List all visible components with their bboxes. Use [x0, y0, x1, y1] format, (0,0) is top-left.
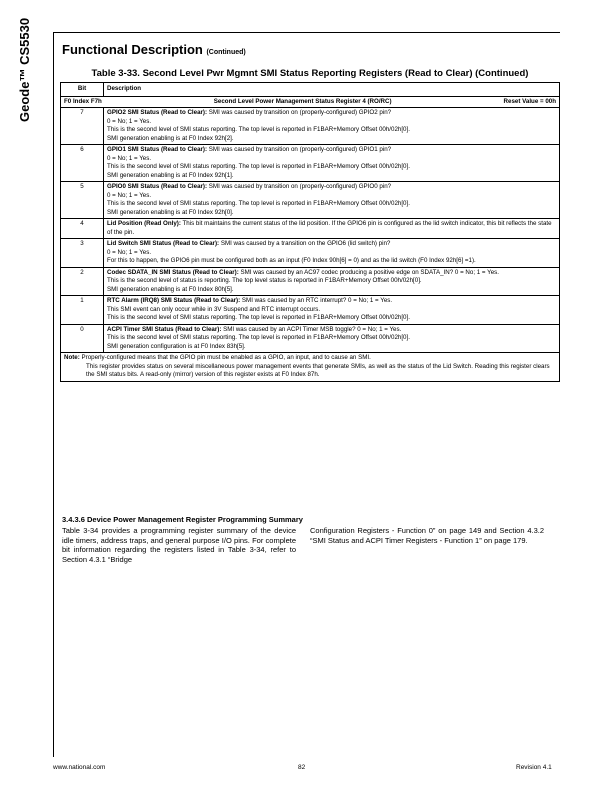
register-index: F0 Index F7h — [64, 97, 102, 105]
bit-number: 6 — [61, 145, 104, 182]
description-line: SMI generation enabling is at F0 Index 92h[2]. — [107, 134, 234, 142]
bit-number: 2 — [61, 267, 104, 296]
description-text: SMI was caused by transition on (properly-configured) GPIO2 pin? — [208, 109, 392, 116]
description-line: 0 = No; 1 = Yes. — [107, 248, 152, 256]
description-text: SMI was caused by an AC97 codec producing a positive edge on SDATA_IN? 0 = No; 1 = Yes. — [240, 268, 499, 276]
table-note-row — [61, 353, 560, 382]
col-header-description: Description — [104, 83, 560, 97]
description-line — [107, 297, 556, 306]
description-line — [107, 109, 556, 118]
description-line — [107, 326, 556, 335]
description-line: For this to happen, the GPIO6 pin must be configured both as an input (F0 Index 90h[6] = 0) and as the lid switch (F0 Index 92h[6] =1). — [107, 257, 476, 264]
description-line: SMI generation configuration is at F0 Index 83h[5]. — [107, 342, 246, 350]
note-second-paragraph: This register provides status on several miscellaneous power management events that generate SMIs, as well as the status of the Lid Switch. Reading this register clears the SMI status bits. A read-only (mirror) version of this register exists at F0 Index 87h. — [86, 362, 550, 378]
bit-description — [104, 182, 560, 219]
bit-description — [104, 324, 560, 353]
description-line: This is the second level of SMI status reporting. The top level is reported in F1BAR+Memory Offset 00h/02h[0]. — [107, 314, 410, 321]
description-line: This SMI event can only occur while in 3V Suspend and RTC interrupt occurs. — [107, 305, 321, 313]
register-table — [60, 82, 560, 382]
table-row — [61, 182, 560, 219]
bit-description — [104, 108, 560, 145]
description-line — [107, 269, 556, 278]
table-row — [61, 296, 560, 325]
description-text: This bit maintains the current status of the lid position. If the GPIO6 pin is configured as the lid switch indicator, this bit reflects the state of the pin. — [107, 220, 552, 236]
col-header-bit: Bit — [61, 83, 104, 97]
bit-number: 3 — [61, 239, 104, 268]
bit-number: 5 — [61, 182, 104, 219]
description-line: 0 = No; 1 = Yes. — [107, 191, 152, 199]
description-line: SMI generation enabling is at F0 Index 92h[0]. — [107, 208, 234, 216]
product-title-text: Geode™ CS5530 — [17, 17, 32, 122]
table-caption: Table 3-33. Second Level Pwr Mgmnt SMI Status Reporting Registers (Read to Clear) (Continued) — [91, 68, 529, 79]
description-text: SMI was caused by transition on (properly-configured) GPIO0 pin? — [208, 183, 392, 190]
table-row — [61, 145, 560, 182]
table-row — [61, 239, 560, 268]
bit-description — [104, 219, 560, 239]
note-label: Note: — [64, 354, 80, 361]
description-text: SMI was caused by transition on (properly-configured) GPIO1 pin? — [208, 146, 392, 153]
description-line — [107, 146, 556, 155]
description-line: This is the second level of status is reporting. The top level status is reported in F1BAR+Memory Offset 00h/02h[0]. — [107, 277, 422, 284]
table-row — [61, 267, 560, 296]
field-title: Lid Switch SMI Status (Read to Clear): — [107, 240, 220, 247]
field-title: ACPI Timer SMI Status (Read to Clear): — [107, 325, 222, 333]
description-line: This is the second level of SMI status reporting. The top level is reported in F1BAR+Memory Offset 00h/02h[0]. — [107, 334, 410, 341]
bit-description — [104, 239, 560, 268]
bit-number: 0 — [61, 324, 104, 353]
field-title: Lid Position (Read Only): — [107, 220, 181, 227]
register-name: Second Level Power Management Status Register 4 (RO/RC) — [213, 97, 392, 105]
field-title: Codec SDATA_IN SMI Status (Read to Clear): — [107, 268, 239, 276]
page-top-rule — [53, 32, 560, 33]
description-line — [107, 240, 556, 249]
bit-number: 4 — [61, 219, 104, 239]
description-line: This is the second level of SMI status reporting. The top level is reported in F1BAR+Memory Offset 00h/02h[0]. — [107, 163, 410, 170]
table-row — [61, 324, 560, 353]
field-title: GPIO0 SMI Status (Read to Clear): — [107, 183, 208, 190]
description-line: 0 = No; 1 = Yes. — [107, 154, 152, 162]
description-line: 0 = No; 1 = Yes. — [107, 117, 152, 125]
description-line: This is the second level of SMI status reporting. The top level is reported in F1BAR+Memory Offset 00h/02h[0]. — [107, 200, 410, 207]
bit-description — [104, 267, 560, 296]
register-reset-value: Reset Value = 00h — [503, 97, 556, 105]
note-first-line: Properly-configured means that the GPIO pin must be enabled as a GPIO, an input, and to cause an SMI. — [81, 354, 371, 361]
section-heading: 3.4.3.6 Device Power Management Register Programming Summary — [62, 515, 303, 524]
section-body-left: Table 3-34 provides a programming register summary of the device idle timers, address traps, and general purpose I/O pins. For complete bit information regarding the registers listed in Table 3-34, refer to Section 4.3.1 “Bridge — [62, 526, 296, 564]
page-heading — [62, 42, 246, 57]
description-line — [107, 183, 556, 192]
page-heading-suffix: (Continued) — [206, 49, 246, 56]
description-line: This is the second level of SMI status reporting. The top level is reported in F1BAR+Memory Offset 00h/02h[0]. — [107, 126, 410, 133]
bit-number: 7 — [61, 108, 104, 145]
vertical-product-title — [8, 12, 44, 122]
footer-url: www.national.com — [53, 764, 106, 771]
bit-description — [104, 296, 560, 325]
bit-description — [104, 145, 560, 182]
table-row — [61, 219, 560, 239]
field-title: GPIO2 SMI Status (Read to Clear): — [107, 109, 208, 116]
description-line — [107, 220, 556, 237]
field-title: GPIO1 SMI Status (Read to Clear): — [107, 146, 208, 153]
description-text: SMI was caused by a transition on the GPIO6 (lid switch) pin? — [220, 240, 391, 247]
description-text: SMI was caused by an ACPI Timer MSB toggle? 0 = No; 1 = Yes. — [223, 325, 402, 333]
description-line: SMI generation enabling is at F0 Index 92h[1]. — [107, 171, 234, 179]
page-left-rule — [53, 32, 54, 757]
table-row — [61, 108, 560, 145]
register-header-row — [61, 96, 560, 108]
footer-revision: Revision 4.1 — [516, 764, 552, 771]
bit-number: 1 — [61, 296, 104, 325]
footer-page-number: 82 — [298, 764, 306, 771]
field-title: RTC Alarm (IRQ8) SMI Status (Read to Clear): — [107, 297, 241, 304]
section-body-right: Configuration Registers - Function 0” on page 149 and Section 4.3.2 “SMI Status and ACPI Timer Registers - Function 1” on page 179. — [310, 526, 544, 545]
description-text: SMI was caused by an RTC interrupt? 0 = No; 1 = Yes. — [241, 297, 393, 304]
page-heading-title: Functional Description — [62, 42, 203, 57]
description-line: SMI generation enabling is at F0 Index 80h[5]. — [107, 285, 234, 293]
